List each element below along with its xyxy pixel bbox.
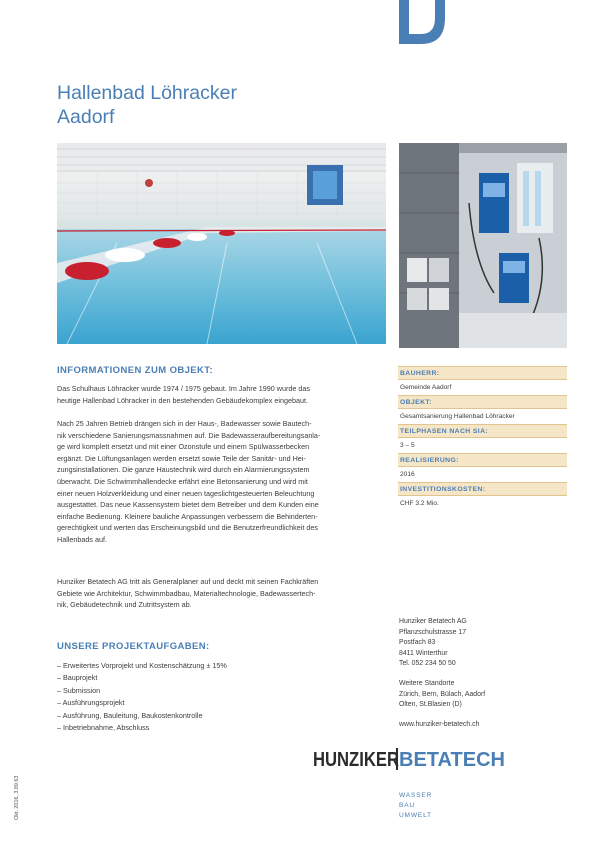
- text-line: Das Schulhaus Löhracker wurde 1974 / 1975 gebaut. Im Jahre 1990 wurde das: [57, 384, 310, 393]
- text-line: einer neuen Holzverkleidung und einer neuen tageslichtgesteuerten Beleuchtung: [57, 488, 315, 498]
- fact-label-object: OBJEKT:: [398, 395, 567, 409]
- locations-line-2: Olten, St.Blasien (D): [399, 701, 462, 709]
- locations-line-1: Zürich, Bern, Bülach, Aadorf: [399, 690, 486, 698]
- fact-value-costs: CHF 3.2 Mio.: [400, 500, 439, 507]
- text-line: zungsinstallationen. Die ganze Haustechnik wird durch ein Alarmierungssystem: [57, 465, 310, 475]
- list-item: – Ausführung, Bauleitung, Baukostenkontrolle: [57, 710, 203, 720]
- fact-value-client: Gemeinde Aadorf: [400, 384, 452, 391]
- list-item: – Erweitertes Vorprojekt und Kostenschätzung ± 15%: [57, 661, 227, 670]
- fact-value-phases: 3 – 5: [400, 442, 415, 449]
- text-line: einfache Bedienung. Kleinere bauliche Anpassungen verbessern die Behinderten-: [57, 511, 318, 521]
- phone: Tel. 052 234 50 50: [399, 660, 456, 668]
- text-line: überwacht. Die Schwimmhallendecke erfährt eine Betonsanierung und wird mit: [57, 476, 308, 486]
- info-paragraph-3: [57, 576, 387, 611]
- tasks-heading: UNSERE PROJEKTAUFGABEN:: [57, 641, 210, 652]
- corner-tab-logo: [399, 0, 469, 44]
- title-line-1: Hallenbad Löhracker: [57, 82, 237, 104]
- text-line: Nach 25 Jahren Betrieb drängen sich in der Haus-, Badewasser sowie Bautech-: [57, 419, 312, 428]
- locations-heading: Weitere Standorte: [399, 679, 455, 687]
- info-heading: INFORMATIONEN ZUM OBJEKT:: [57, 365, 214, 376]
- project-facts: [398, 366, 567, 511]
- page-title: [57, 81, 237, 129]
- pool-photo: [57, 143, 386, 344]
- text-line: nik, Gebäudetechnik und Zutrittsystem ab.: [57, 600, 192, 610]
- fact-label-client: BAUHERR:: [398, 366, 567, 380]
- street-address: Pflanzschulstrasse 17: [399, 628, 467, 636]
- fact-value-realisation: 2016: [400, 471, 415, 478]
- document-reference: Okt. 2016, 3.89.63: [14, 775, 20, 820]
- text-line: Hunziker Betatech AG tritt als Generalplaner auf und deckt mit seinen Fachkräften: [57, 577, 319, 586]
- text-line: gerechtigkeit und werten das Erscheinungsbild und die Benutzerfreundlichkeit des: [57, 523, 318, 533]
- list-item: – Bauprojekt: [57, 673, 98, 683]
- contact-block: [399, 617, 485, 730]
- title-line-2: Aadorf: [57, 106, 115, 128]
- list-item: – Ausführungsprojekt: [57, 698, 125, 708]
- brand-name-left: HUNZIKER: [313, 749, 400, 771]
- text-line: ausgestattet. Das neue Kassensystem bietet dem Betreiber und dem Kunden eine: [57, 500, 319, 510]
- tagline-water: WASSER: [399, 792, 433, 799]
- brand-name-right: BETATECH: [399, 749, 505, 771]
- text-line: ge wird komplett ersetzt und mit einer Ozonstufe und einem Spülwasserbecken: [57, 442, 310, 452]
- po-box: Postfach 83: [399, 639, 436, 647]
- text-line: heutige Hallenbad Löhracker in den bestehenden Gebäudekomplex eingebaut.: [57, 395, 308, 405]
- list-item: – Submission: [57, 685, 101, 695]
- text-line: Hallenbads auf.: [57, 534, 107, 544]
- tagline-construction: BAU: [399, 802, 415, 809]
- info-paragraph-1: [57, 383, 387, 406]
- list-item: – Inbetriebnahme, Abschluss: [57, 723, 150, 733]
- brand-tagline: [399, 791, 432, 821]
- fact-label-costs: INVESTITIONSKOSTEN:: [398, 482, 567, 496]
- tagline-environment: UMWELT: [399, 812, 432, 819]
- task-list: [57, 660, 227, 734]
- text-line: nik verschiedene Sanierungsmassnahmen auf. Die Badewasseraufbereitungsanla-: [57, 430, 321, 440]
- info-paragraph-2: [57, 418, 387, 546]
- website-link[interactable]: www.hunziker-betatech.ch: [399, 720, 480, 728]
- fact-label-realisation: REALISIERUNG:: [398, 453, 567, 467]
- fact-value-object: Gesamtsanierung Hallenbad Löhracker: [400, 413, 515, 420]
- company-name: Hunziker Betatech AG: [399, 618, 467, 625]
- city: 8411 Winterthur: [399, 649, 448, 657]
- water-treatment-photo: [399, 143, 567, 348]
- hunziker-betatech-logo: [313, 746, 513, 772]
- text-line: Gebiete wie Architektur, Schwimmbadbau, Materialtechnologie, Badewassertech-: [57, 588, 316, 598]
- text-line: ergänzt. Die Lüftungsanlagen werden ersetzt sowie Teile der Sanitär- und Hei-: [57, 453, 306, 463]
- fact-label-phases: TEILPHASEN NACH SIA:: [398, 424, 567, 438]
